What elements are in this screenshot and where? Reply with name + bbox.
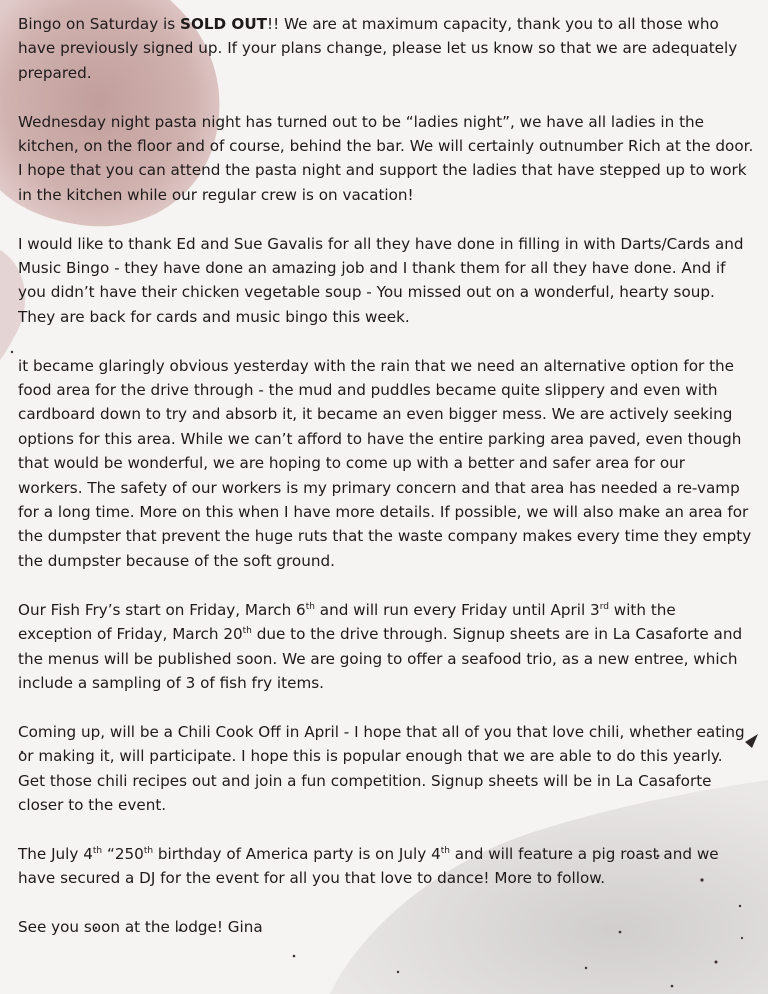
paragraph-text: due to the drive through. Signup sheets are in La Casaforte and the menus will be published soon. We are going to offer a seafood trio, as a new entree, which include a sampling of 3 of fish fry items. — [18, 625, 743, 692]
letter-body — [18, 12, 754, 939]
paragraph-text: See you soon at the lodge! Gina — [18, 917, 263, 936]
paragraph-text: Bingo on Saturday is — [18, 15, 180, 33]
paragraph-july-4th — [18, 842, 754, 891]
ordinal-suffix: th — [92, 845, 103, 856]
ordinal-suffix: th — [143, 845, 154, 856]
paragraph-chili — [18, 720, 754, 818]
paragraph-text: and will feature a pig roast and we have secured a DJ for the event for all you that love to dance! More to follow. — [18, 844, 719, 888]
ordinal-suffix: th — [440, 845, 450, 856]
paragraph-text: Wednesday night pasta night has turned out to be “ladies night”, we have all ladies in the kitchen, on the floor and of course, behind the bar. We will certainly outnumber Rich at the door. I hope that you can attend the pasta night and support the ladies that have stepped up to work in the kitchen while our regular crew is on vacation! — [18, 112, 754, 204]
paragraph-drive-through — [18, 354, 754, 574]
ordinal-suffix: th — [242, 626, 252, 637]
paragraph-text: The July 4 — [18, 844, 93, 863]
paragraph-text: “250 — [102, 844, 144, 863]
paragraph-bingo — [18, 12, 754, 85]
paragraph-thanks — [18, 232, 754, 330]
paragraph-text: Coming up, will be a Chili Cook Off in April - I hope that all of you that love chili, whether eating or making it, will participate. I hope this is popular enough that we are able to do this yearly. Get those chili recipes out and join a fun competition. Signup sheets will be in La Casaforte closer to the event. — [18, 722, 745, 814]
ordinal-suffix: th — [305, 601, 315, 612]
paragraph-text: with the exception of Friday, March 20 — [18, 600, 676, 644]
paragraph-text: it became glaringly obvious yesterday with the rain that we need an alternative option for the food area for the drive through - the mud and puddles became quite slippery and even with cardboard down to try and absorb it, it became an even bigger mess. We are actively seeking options for this area. While we can’t afford to have the entire parking area paved, even though that would be wonderful, we are hoping to come up with a better and safer area for our workers. The safety of our workers is my primary concern and that area has needed a re-vamp for a long time. More on this when I have more details. If possible, we will also make an area for the dumpster that prevent the huge ruts that the waste company makes every time they empty the dumpster because of the soft ground. — [18, 356, 752, 570]
ordinal-suffix: rd — [599, 601, 609, 612]
emphasis-text: SOLD OUT — [180, 15, 268, 33]
paragraph-text: birthday of America party is on July 4 — [153, 844, 441, 863]
paragraph-sign-off — [18, 915, 754, 939]
paragraph-text: Our Fish Fry’s start on Friday, March 6 — [18, 600, 306, 619]
paragraph-fish-fry — [18, 598, 754, 696]
paragraph-pasta-night — [18, 110, 754, 208]
paragraph-text: I would like to thank Ed and Sue Gavalis for all they have done in filling in with Darts/Cards and Music Bingo - they have done an amazing job and I thank them for all they have done. And if you didn’t have their chicken vegetable soup - You missed out on a wonderful, hearty soup. They are back for cards and music bingo this week. — [18, 234, 744, 326]
paragraph-text: and will run every Friday until April 3 — [314, 600, 600, 619]
paragraph-text: !! We are at maximum capacity, thank you to all those who have previously signed up. If your plans change, please let us know so that we are adequately prepared. — [18, 15, 738, 82]
